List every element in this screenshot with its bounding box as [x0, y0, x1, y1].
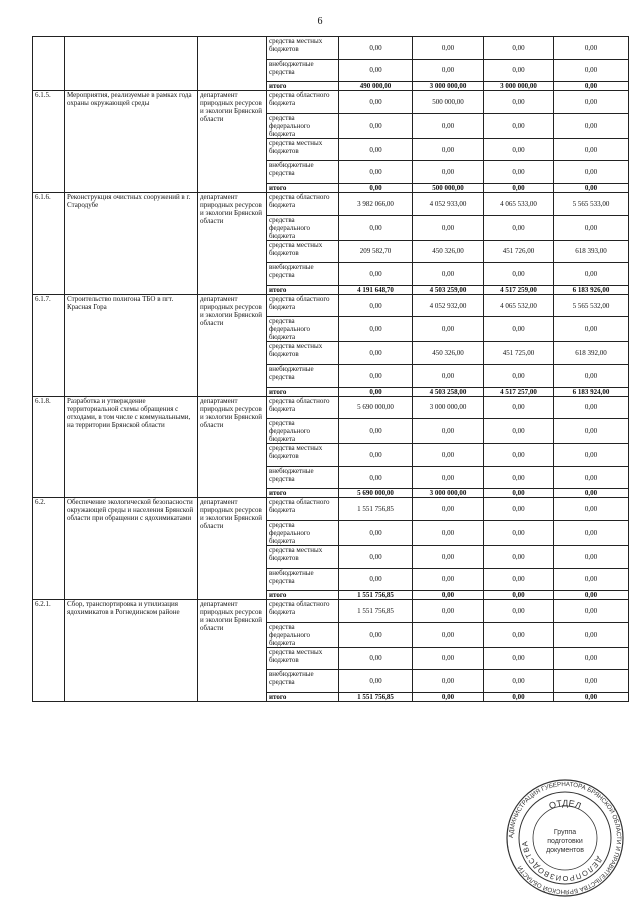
cell-value: 4 503 258,00 — [413, 387, 484, 396]
cell-value: 3 982 066,00 — [339, 192, 413, 215]
cell-value: 0,00 — [413, 670, 484, 693]
cell-value: 490 000,00 — [339, 82, 413, 91]
cell-value: 4 052 932,00 — [413, 294, 484, 317]
cell-value: 0,00 — [554, 568, 629, 591]
cell-value: 6 183 924,00 — [554, 387, 629, 396]
cell-value: 0,00 — [339, 294, 413, 317]
cell-source: средства федерального бюджета — [267, 419, 339, 444]
cell-value: 0,00 — [339, 670, 413, 693]
cell-value: 0,00 — [484, 692, 554, 701]
cell-value: 0,00 — [484, 215, 554, 240]
cell-source: средства местных бюджетов — [267, 342, 339, 365]
cell-value: 0,00 — [554, 600, 629, 623]
cell-value: 0,00 — [413, 59, 484, 82]
cell-value: 0,00 — [339, 263, 413, 286]
cell-value: 0,00 — [484, 568, 554, 591]
stamp-ring-text: ДЕЛОПРОИЗВОДСТВА — [520, 839, 605, 884]
cell-number: 6.1.5. — [33, 91, 65, 193]
cell-value: 0,00 — [413, 591, 484, 600]
cell-value: 0,00 — [339, 622, 413, 647]
cell-value: 0,00 — [554, 489, 629, 498]
cell-value: 0,00 — [554, 263, 629, 286]
cell-source: средства федерального бюджета — [267, 622, 339, 647]
cell-value: 0,00 — [339, 647, 413, 670]
cell-value: 4 065 532,00 — [484, 294, 554, 317]
cell-value: 0,00 — [554, 647, 629, 670]
cell-value: 0,00 — [554, 183, 629, 192]
cell-value: 0,00 — [554, 364, 629, 387]
cell-source: средства областного бюджета — [267, 600, 339, 623]
cell-value: 0,00 — [413, 568, 484, 591]
cell-measure: Мероприятия, реализуемые в рамках года охраны окружающей среды — [65, 91, 198, 193]
cell-value: 0,00 — [554, 622, 629, 647]
cell-value: 3 000 000,00 — [413, 489, 484, 498]
cell-value: 0,00 — [339, 183, 413, 192]
cell-executor: департамент природных ресурсов и экологии Брянской области — [198, 498, 267, 600]
cell-source: итого — [267, 82, 339, 91]
cell-value: 0,00 — [484, 444, 554, 467]
cell-value: 0,00 — [484, 600, 554, 623]
cell-measure — [65, 37, 198, 91]
cell-value: 0,00 — [413, 692, 484, 701]
cell-value: 0,00 — [413, 600, 484, 623]
cell-value: 4 065 533,00 — [484, 192, 554, 215]
stamp-center-line-1: Группа — [553, 829, 577, 836]
cell-value: 0,00 — [554, 396, 629, 419]
cell-value: 0,00 — [484, 591, 554, 600]
cell-value: 0,00 — [339, 113, 413, 138]
cell-value: 0,00 — [554, 215, 629, 240]
cell-value: 0,00 — [339, 568, 413, 591]
cell-value: 4 503 259,00 — [413, 285, 484, 294]
cell-value: 1 551 756,85 — [339, 600, 413, 623]
cell-value: 500 000,00 — [413, 91, 484, 114]
cell-executor — [198, 37, 267, 91]
cell-number: 6.1.6. — [33, 192, 65, 294]
cell-value: 0,00 — [554, 161, 629, 184]
cell-value: 450 326,00 — [413, 240, 484, 263]
cell-value: 0,00 — [484, 263, 554, 286]
cell-value: 0,00 — [413, 364, 484, 387]
cell-value: 451 725,00 — [484, 342, 554, 365]
office-stamp — [505, 778, 625, 898]
cell-measure: Сбор, транспортировка и утилизация ядохимикатов в Рогнединском районе — [65, 600, 198, 702]
cell-value: 0,00 — [554, 37, 629, 60]
cell-value: 5 690 000,00 — [339, 396, 413, 419]
stamp-outer-text: АДМИНИСТРАЦИЯ ГУБЕРНАТОРА БРЯНСКОЙ ОБЛАСТИ И ПРАВИТЕЛЬСТВА БРЯНСКОЙ ОБЛАСТИ — [507, 780, 623, 896]
cell-value: 0,00 — [554, 91, 629, 114]
cell-value: 0,00 — [413, 622, 484, 647]
cell-value: 3 000 000,00 — [413, 396, 484, 419]
cell-value: 0,00 — [413, 113, 484, 138]
cell-value: 0,00 — [339, 387, 413, 396]
cell-value: 3 000 000,00 — [484, 82, 554, 91]
cell-source: средства областного бюджета — [267, 192, 339, 215]
cell-value: 1 551 756,85 — [339, 498, 413, 521]
cell-value: 450 326,00 — [413, 342, 484, 365]
cell-value: 0,00 — [339, 520, 413, 545]
cell-source: средства местных бюджетов — [267, 138, 339, 161]
cell-source: итого — [267, 285, 339, 294]
cell-source: средства местных бюджетов — [267, 647, 339, 670]
cell-value: 0,00 — [484, 138, 554, 161]
cell-source: средства местных бюджетов — [267, 545, 339, 568]
cell-value: 0,00 — [484, 545, 554, 568]
budget-table — [32, 36, 629, 702]
table-row — [33, 192, 629, 215]
cell-value: 0,00 — [554, 113, 629, 138]
cell-value: 0,00 — [554, 82, 629, 91]
cell-source: средства федерального бюджета — [267, 317, 339, 342]
cell-value: 5 565 533,00 — [554, 192, 629, 215]
cell-value: 0,00 — [484, 364, 554, 387]
cell-value: 500 000,00 — [413, 183, 484, 192]
cell-value: 0,00 — [554, 419, 629, 444]
cell-value: 0,00 — [413, 498, 484, 521]
cell-source: внебюджетные средства — [267, 568, 339, 591]
cell-value: 0,00 — [339, 161, 413, 184]
cell-value: 0,00 — [339, 59, 413, 82]
cell-value: 0,00 — [484, 466, 554, 489]
cell-source: средства областного бюджета — [267, 294, 339, 317]
cell-value: 0,00 — [554, 591, 629, 600]
cell-source: итого — [267, 183, 339, 192]
cell-value: 0,00 — [413, 520, 484, 545]
cell-value: 5 690 000,00 — [339, 489, 413, 498]
table-row — [33, 294, 629, 317]
cell-source: внебюджетные средства — [267, 161, 339, 184]
cell-source: итого — [267, 387, 339, 396]
cell-value: 0,00 — [413, 161, 484, 184]
cell-value: 0,00 — [484, 317, 554, 342]
cell-value: 4 052 933,00 — [413, 192, 484, 215]
table-row — [33, 600, 629, 623]
cell-measure: Реконструкция очистных сооружений в г. Стародубе — [65, 192, 198, 294]
cell-value: 0,00 — [484, 498, 554, 521]
cell-value: 0,00 — [484, 91, 554, 114]
cell-source: итого — [267, 692, 339, 701]
cell-executor: департамент природных ресурсов и экологии Брянской области — [198, 600, 267, 702]
cell-value: 0,00 — [484, 161, 554, 184]
cell-value: 0,00 — [413, 215, 484, 240]
cell-value: 0,00 — [484, 183, 554, 192]
cell-value: 0,00 — [484, 520, 554, 545]
cell-source: средства местных бюджетов — [267, 444, 339, 467]
cell-value: 3 000 000,00 — [413, 82, 484, 91]
cell-value: 0,00 — [339, 466, 413, 489]
cell-measure: Разработка и утверждение территориальной схемы обращения с отходами, в том числе с коммунальными, на территории Брянской области — [65, 396, 198, 498]
cell-value: 0,00 — [484, 59, 554, 82]
cell-value: 0,00 — [339, 342, 413, 365]
cell-value: 0,00 — [339, 91, 413, 114]
cell-number: 6.1.7. — [33, 294, 65, 396]
cell-value: 4 517 259,00 — [484, 285, 554, 294]
table-row — [33, 498, 629, 521]
table-row — [33, 396, 629, 419]
cell-measure: Строительство полигона ТБО в пгт. Красная Гора — [65, 294, 198, 396]
cell-source: средства федерального бюджета — [267, 520, 339, 545]
cell-value: 0,00 — [484, 489, 554, 498]
cell-value: 0,00 — [484, 670, 554, 693]
cell-value: 0,00 — [339, 419, 413, 444]
cell-number — [33, 37, 65, 91]
stamp-top-text: ОТДЕЛ — [547, 797, 583, 812]
cell-value: 618 393,00 — [554, 240, 629, 263]
cell-source: средства областного бюджета — [267, 498, 339, 521]
cell-source: средства областного бюджета — [267, 91, 339, 114]
cell-value: 0,00 — [413, 263, 484, 286]
stamp-center-line-3: документов — [546, 847, 584, 854]
cell-value: 0,00 — [554, 317, 629, 342]
cell-source: итого — [267, 591, 339, 600]
cell-value: 4 191 648,70 — [339, 285, 413, 294]
cell-number: 6.1.8. — [33, 396, 65, 498]
cell-value: 1 551 756,85 — [339, 591, 413, 600]
cell-value: 0,00 — [554, 692, 629, 701]
cell-value: 0,00 — [484, 396, 554, 419]
cell-value: 0,00 — [554, 498, 629, 521]
cell-number: 6.2. — [33, 498, 65, 600]
cell-value: 0,00 — [413, 545, 484, 568]
cell-measure: Обеспечение экологической безопасности окружающей среды и населения Брянской области при обращении с ядохимикатами — [65, 498, 198, 600]
cell-value: 618 392,00 — [554, 342, 629, 365]
cell-value: 0,00 — [339, 317, 413, 342]
cell-value: 0,00 — [339, 215, 413, 240]
cell-source: внебюджетные средства — [267, 466, 339, 489]
cell-value: 0,00 — [484, 647, 554, 670]
cell-value: 0,00 — [484, 113, 554, 138]
table-row — [33, 37, 629, 60]
cell-value: 0,00 — [484, 622, 554, 647]
cell-value: 0,00 — [554, 59, 629, 82]
cell-source: внебюджетные средства — [267, 263, 339, 286]
cell-value: 0,00 — [339, 545, 413, 568]
cell-value: 0,00 — [484, 37, 554, 60]
cell-value: 0,00 — [554, 138, 629, 161]
cell-source: внебюджетные средства — [267, 670, 339, 693]
cell-value: 0,00 — [554, 444, 629, 467]
cell-source: итого — [267, 489, 339, 498]
cell-value: 451 726,00 — [484, 240, 554, 263]
cell-value: 6 183 926,00 — [554, 285, 629, 294]
cell-source: средства местных бюджетов — [267, 37, 339, 60]
stamp-center-line-2: подготовки — [547, 838, 583, 845]
cell-value: 0,00 — [413, 317, 484, 342]
cell-source: средства федерального бюджета — [267, 215, 339, 240]
cell-source: внебюджетные средства — [267, 59, 339, 82]
cell-value: 0,00 — [339, 444, 413, 467]
cell-value: 209 582,70 — [339, 240, 413, 263]
page-number: 6 — [317, 16, 323, 27]
cell-executor: департамент природных ресурсов и экологии Брянской области — [198, 192, 267, 294]
cell-value: 0,00 — [413, 444, 484, 467]
cell-source: средства федерального бюджета — [267, 113, 339, 138]
cell-value: 0,00 — [339, 138, 413, 161]
cell-value: 0,00 — [554, 545, 629, 568]
cell-source: средства областного бюджета — [267, 396, 339, 419]
cell-executor: департамент природных ресурсов и экологии Брянской области — [198, 396, 267, 498]
cell-value: 0,00 — [413, 466, 484, 489]
cell-value: 0,00 — [554, 520, 629, 545]
cell-value: 5 565 532,00 — [554, 294, 629, 317]
cell-value: 0,00 — [554, 466, 629, 489]
cell-value: 4 517 257,00 — [484, 387, 554, 396]
cell-source: средства местных бюджетов — [267, 240, 339, 263]
cell-value: 0,00 — [413, 647, 484, 670]
cell-value: 0,00 — [413, 37, 484, 60]
cell-executor: департамент природных ресурсов и экологии Брянской области — [198, 91, 267, 193]
cell-value: 0,00 — [413, 138, 484, 161]
cell-value: 0,00 — [413, 419, 484, 444]
cell-source: внебюджетные средства — [267, 364, 339, 387]
table-row — [33, 91, 629, 114]
cell-value: 0,00 — [484, 419, 554, 444]
cell-value: 0,00 — [339, 37, 413, 60]
cell-value: 0,00 — [339, 364, 413, 387]
cell-value: 1 551 756,85 — [339, 692, 413, 701]
svg-text:ОТДЕЛ — [548, 798, 583, 811]
cell-value: 0,00 — [554, 670, 629, 693]
cell-number: 6.2.1. — [33, 600, 65, 702]
cell-executor: департамент природных ресурсов и экологии Брянской области — [198, 294, 267, 396]
